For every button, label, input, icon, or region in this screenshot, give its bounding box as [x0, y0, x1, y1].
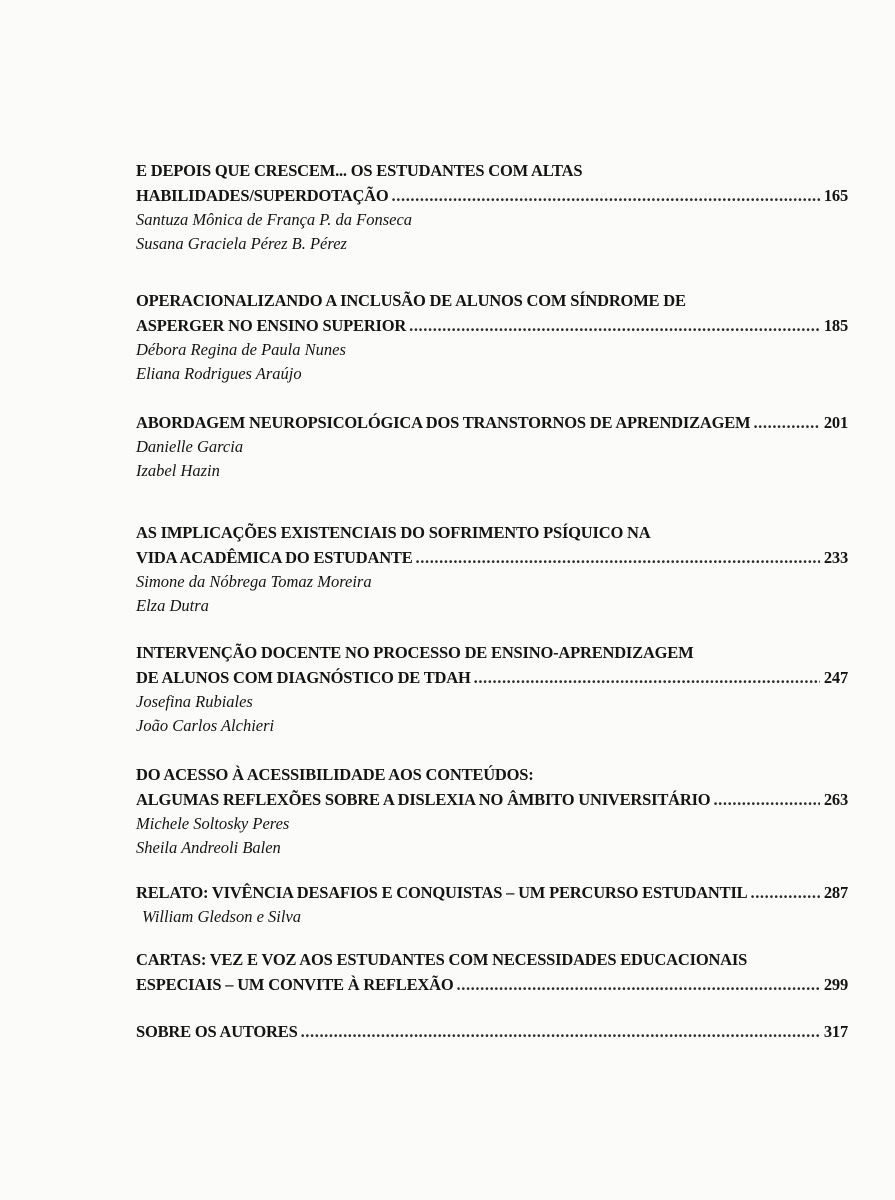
dot-leader — [392, 183, 820, 208]
entry-title-with-page[interactable] — [136, 787, 848, 812]
entry-title-line: AS IMPLICAÇÕES EXISTENCIAIS DO SOFRIMENTO PSÍQUICO NA — [136, 523, 651, 542]
toc-entry — [136, 158, 848, 288]
entry-title: DE ALUNOS COM DIAGNÓSTICO DE TDAH — [136, 668, 471, 687]
entry-title: ALGUMAS REFLEXÕES SOBRE A DISLEXIA NO ÂMBITO UNIVERSITÁRIO — [136, 790, 711, 809]
author-name: Danielle Garcia — [136, 437, 244, 456]
table-of-contents — [136, 158, 848, 1049]
toc-entry — [136, 410, 848, 520]
toc-entry — [136, 520, 848, 640]
dot-leader — [713, 787, 820, 812]
dot-leader — [416, 545, 820, 570]
entry-title: RELATO: VIVÊNCIA DESAFIOS E CONQUISTAS – UM PERCURSO ESTUDANTIL — [136, 883, 748, 902]
author-name: Izabel Hazin — [136, 461, 220, 480]
entry-title: ABORDAGEM NEUROPSICOLÓGICA DOS TRANSTORNOS DE APRENDIZAGEM — [136, 413, 751, 432]
author-name: William Gledson e Silva — [142, 907, 302, 926]
entry-title-with-page[interactable] — [136, 313, 848, 338]
toc-entry — [136, 1019, 848, 1049]
entry-title: HABILIDADES/SUPERDOTAÇÃO — [136, 186, 389, 205]
author-name: Michele Soltosky Peres — [136, 814, 290, 833]
entry-title: ASPERGER NO ENSINO SUPERIOR — [136, 316, 407, 335]
entry-title-line: INTERVENÇÃO DOCENTE NO PROCESSO DE ENSINO-APRENDIZAGEM — [136, 643, 694, 662]
page-number: 263 — [823, 790, 848, 809]
page-number: 287 — [823, 883, 848, 902]
entry-title-with-page[interactable] — [136, 545, 848, 570]
page-number: 247 — [823, 668, 848, 687]
page-number: 201 — [823, 413, 848, 432]
page-number: 317 — [823, 1022, 848, 1041]
toc-entry — [136, 762, 848, 880]
author-name: Débora Regina de Paula Nunes — [136, 340, 346, 359]
entry-title-with-page[interactable] — [136, 880, 848, 905]
author-name: Elza Dutra — [136, 596, 209, 615]
author-name: Sheila Andreoli Balen — [136, 838, 281, 857]
toc-entry — [136, 947, 848, 1019]
entry-title-with-page[interactable] — [136, 183, 848, 208]
toc-entry — [136, 880, 848, 947]
entry-title-line: E DEPOIS QUE CRESCEM... OS ESTUDANTES COM ALTAS — [136, 161, 583, 180]
dot-leader — [409, 313, 820, 338]
entry-title: SOBRE OS AUTORES — [136, 1022, 298, 1041]
toc-entry — [136, 288, 848, 410]
entry-title-line: CARTAS: VEZ E VOZ AOS ESTUDANTES COM NECESSIDADES EDUCACIONAIS — [136, 950, 748, 969]
author-name: João Carlos Alchieri — [136, 716, 275, 735]
dot-leader — [474, 665, 820, 690]
dot-leader — [750, 880, 820, 905]
entry-title-line: OPERACIONALIZANDO A INCLUSÃO DE ALUNOS COM SÍNDROME DE — [136, 291, 686, 310]
author-name: Eliana Rodrigues Araújo — [136, 364, 302, 383]
entry-title: VIDA ACADÊMICA DO ESTUDANTE — [136, 548, 413, 567]
entry-title-with-page[interactable] — [136, 410, 848, 435]
entry-title-with-page[interactable] — [136, 972, 848, 997]
page-number: 185 — [823, 316, 848, 335]
page-number: 233 — [823, 548, 848, 567]
page-number: 299 — [823, 975, 848, 994]
toc-entry — [136, 640, 848, 762]
dot-leader — [301, 1019, 820, 1044]
author-name: Susana Graciela Pérez B. Pérez — [136, 234, 347, 253]
entry-title-line: DO ACESSO À ACESSIBILIDADE AOS CONTEÚDOS: — [136, 765, 534, 784]
entry-title-with-page[interactable] — [136, 1019, 848, 1044]
author-name: Simone da Nóbrega Tomaz Moreira — [136, 572, 372, 591]
author-name: Josefina Rubiales — [136, 692, 253, 711]
dot-leader — [457, 972, 821, 997]
entry-title: ESPECIAIS – UM CONVITE À REFLEXÃO — [136, 975, 454, 994]
page-number: 165 — [823, 186, 848, 205]
author-name: Santuza Mônica de França P. da Fonseca — [136, 210, 413, 229]
dot-leader — [753, 410, 820, 435]
entry-title-with-page[interactable] — [136, 665, 848, 690]
